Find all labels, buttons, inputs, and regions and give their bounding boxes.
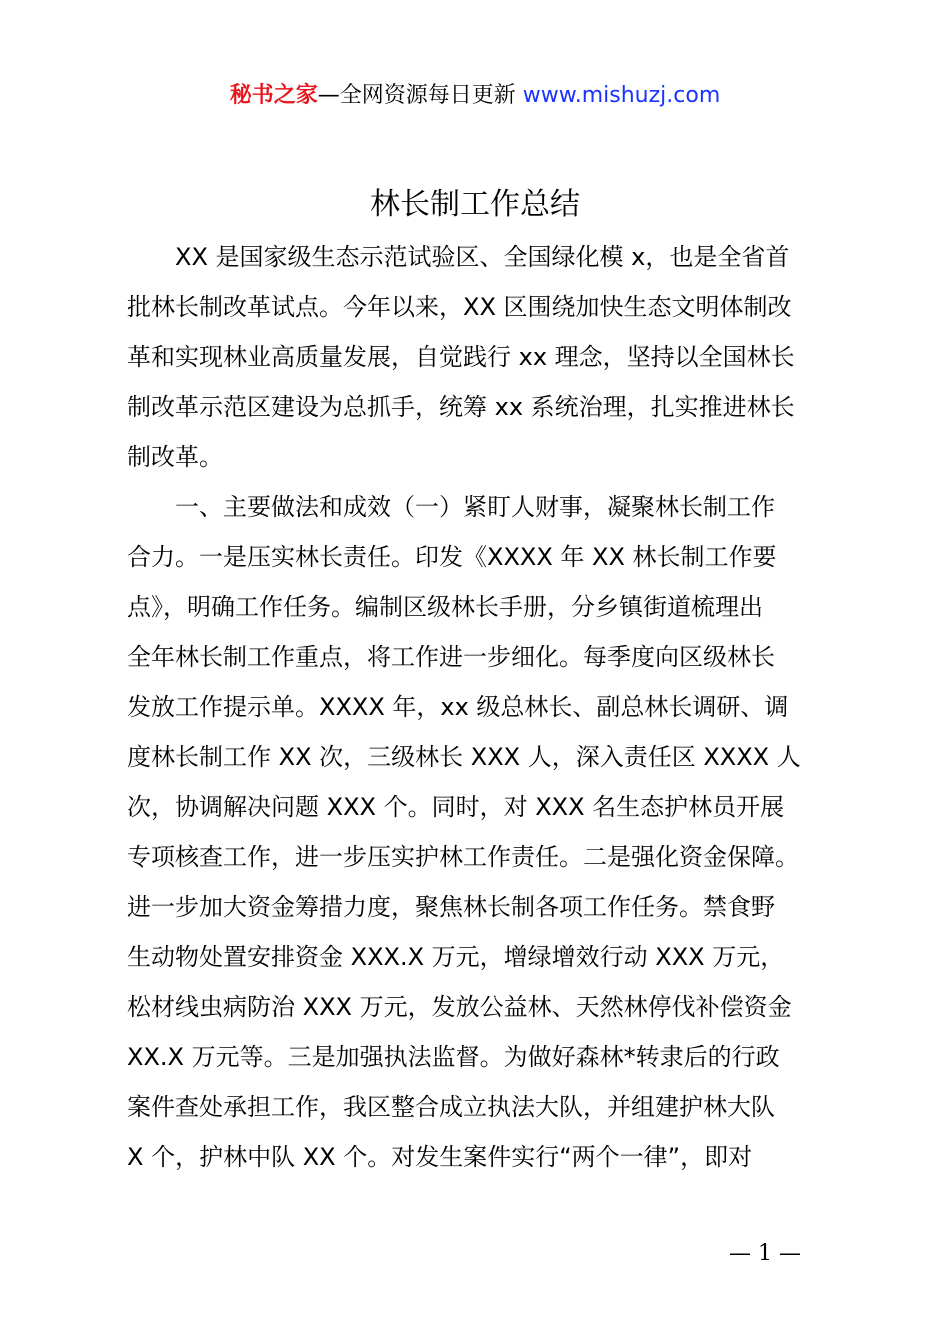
body-line: 度林长制工作 XX 次，三级林长 XXX 人，深入责任区 XXXX 人 [127, 743, 801, 771]
body-line: 合力。一是压实林长责任。印发《XXXX 年 XX 林长制工作要 [127, 543, 777, 571]
site-header [0, 80, 950, 112]
body-line: 全年林长制工作重点，将工作进一步细化。每季度向区级林长 [127, 643, 775, 671]
body-line: 制改革示范区建设为总抓手，统筹 xx 系统治理，扎实推进林长 [127, 393, 795, 421]
site-tagline: —全网资源每日更新 [317, 83, 523, 108]
body-line: XX.X 万元等。三是加强执法监督。为做好森林*转隶后的行政 [127, 1043, 780, 1071]
site-url-link[interactable]: www.mishuzj.com [522, 83, 721, 108]
site-brand: 秘书之家 [229, 83, 318, 108]
page-number: — 1 — [729, 1241, 801, 1266]
body-line: 制改革。 [127, 443, 223, 471]
body-line: 生动物处置安排资金 XXX.X 万元，增绿增效行动 XXX 万元， [127, 943, 785, 971]
body-line: X 个，护林中队 XX 个。对发生案件实行“两个一律”，即对 [127, 1143, 753, 1171]
body-line: 一、主要做法和成效（一）紧盯人财事，凝聚林长制工作 [175, 493, 775, 521]
body-line: 点》，明确工作任务。编制区级林长手册，分乡镇街道梳理出 [127, 593, 763, 621]
body-line: 发放工作提示单。XXXX 年，xx 级总林长、副总林长调研、调 [127, 693, 789, 721]
body-line: XX 是国家级生态示范试验区、全国绿化模 x，也是全省首 [175, 243, 790, 271]
body-line: 进一步加大资金筹措力度，聚焦林长制各项工作任务。禁食野 [127, 893, 775, 921]
body-line: 专项核查工作，进一步压实护林工作责任。二是强化资金保障。 [127, 843, 799, 871]
body-line: 批林长制改革试点。今年以来，XX 区围绕加快生态文明体制改 [127, 293, 792, 321]
body-line: 革和实现林业高质量发展，自觉践行 xx 理念，坚持以全国林长 [127, 343, 795, 371]
document-body [127, 232, 832, 1182]
body-line: 案件查处承担工作，我区整合成立执法大队，并组建护林大队 [127, 1093, 775, 1121]
body-line: 次，协调解决问题 XXX 个。同时，对 XXX 名生态护林员开展 [127, 793, 785, 821]
document-title: 林长制工作总结 [370, 187, 580, 222]
body-line: 松材线虫病防治 XXX 万元，发放公益林、天然林停伐补偿资金 [127, 993, 792, 1021]
